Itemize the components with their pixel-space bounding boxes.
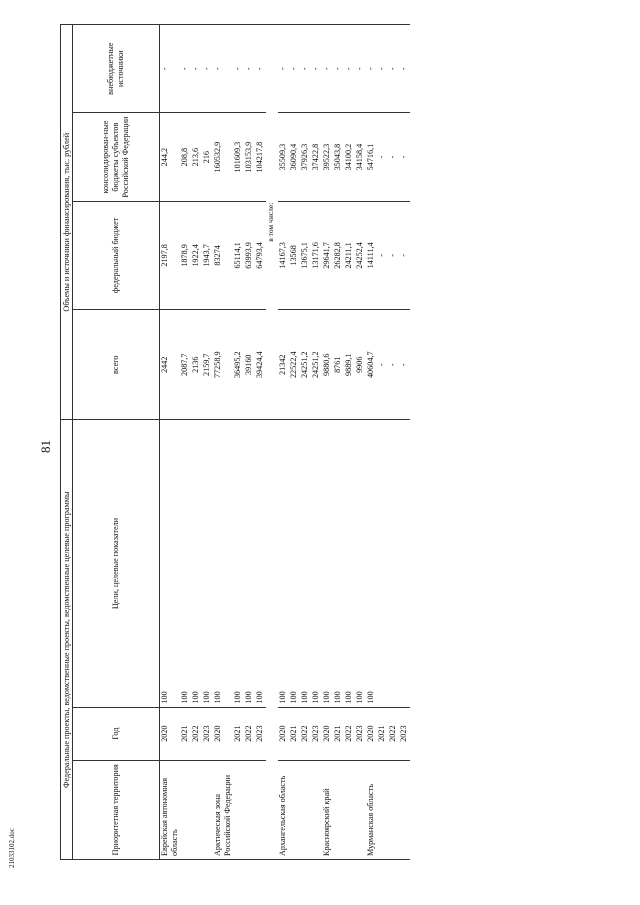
header-territory: Приоритетная территория xyxy=(73,760,160,859)
cell-goal: 100 xyxy=(278,420,289,707)
cell-territory xyxy=(255,760,266,859)
in-total-note: в том числе: xyxy=(266,202,275,242)
cell-territory xyxy=(333,760,344,859)
cell-total: - xyxy=(377,310,388,420)
cell-total: 2136 xyxy=(191,310,202,420)
cell-year: 2020 xyxy=(160,707,181,760)
cell-year: 2021 xyxy=(233,707,244,760)
cell-total: 40604,7 xyxy=(366,310,377,420)
cell-year: 2022 xyxy=(344,707,355,760)
cell-federal: 65114,1 xyxy=(233,201,244,309)
cell-total: 24251,2 xyxy=(300,310,311,420)
cell-goal: 100 xyxy=(344,420,355,707)
cell-consolidated: 104217,8 xyxy=(255,113,266,201)
cell-total: 9889,1 xyxy=(344,310,355,420)
cell-goal: 100 xyxy=(300,420,311,707)
cell-territory xyxy=(202,760,213,859)
cell-total: 36495,2 xyxy=(233,310,244,420)
cell-territory xyxy=(233,760,244,859)
table-row xyxy=(333,25,344,860)
cell-total: 2159,7 xyxy=(202,310,213,420)
cell-year: 2022 xyxy=(191,707,202,760)
cell-territory: Архангельская область xyxy=(278,760,289,859)
cell-extrabudget: - xyxy=(255,25,266,113)
cell-total: 21342 xyxy=(278,310,289,420)
cell-extrabudget: - xyxy=(160,25,181,113)
cell-consolidated: 216 xyxy=(202,113,213,201)
table-body xyxy=(160,25,411,860)
cell-goal: 100 xyxy=(191,420,202,707)
cell-goal xyxy=(399,420,410,707)
cell-consolidated: 34158,4 xyxy=(355,113,366,201)
cell-total: 22522,4 xyxy=(289,310,300,420)
cell-consolidated: - xyxy=(377,113,388,201)
table-row xyxy=(289,25,300,860)
cell-goal: 100 xyxy=(255,420,266,707)
cell-year: 2021 xyxy=(377,707,388,760)
cell-goal xyxy=(388,420,399,707)
cell-territory xyxy=(355,760,366,859)
cell-total: 9906 xyxy=(355,310,366,420)
header-group-projects: Федеральные проекты, ведомственные проекты, ведомственные целевые программы xyxy=(61,420,73,860)
cell-year: 2020 xyxy=(322,707,333,760)
cell-goal xyxy=(377,420,388,707)
cell-federal: 63993,9 xyxy=(244,201,255,309)
cell-year: 2023 xyxy=(255,707,266,760)
cell-extrabudget: - xyxy=(344,25,355,113)
cell-territory xyxy=(289,760,300,859)
cell-territory xyxy=(399,760,410,859)
cell-federal: - xyxy=(399,201,410,309)
cell-year: 2023 xyxy=(311,707,322,760)
cell-extrabudget: - xyxy=(213,25,233,113)
table-row xyxy=(399,25,410,860)
table-row xyxy=(355,25,366,860)
cell-goal: 100 xyxy=(160,420,181,707)
cell-consolidated: 36090,4 xyxy=(289,113,300,201)
cell-consolidated: 35043,8 xyxy=(333,113,344,201)
cell-federal: 14167,3 xyxy=(278,201,289,309)
cell-territory: Еврейская автономная область xyxy=(160,760,181,859)
table-row xyxy=(233,25,244,860)
cell-goal: 100 xyxy=(289,420,300,707)
cell-territory xyxy=(377,760,388,859)
cell-consolidated: 37422,8 xyxy=(311,113,322,201)
cell-federal: 64793,4 xyxy=(255,201,266,309)
cell-territory xyxy=(244,760,255,859)
footer-filename: 21033102.doc xyxy=(8,828,16,868)
table-row xyxy=(388,25,399,860)
cell-year: 2022 xyxy=(388,707,399,760)
cell-extrabudget: - xyxy=(388,25,399,113)
cell-year: 2023 xyxy=(399,707,410,760)
cell-extrabudget: - xyxy=(300,25,311,113)
cell-federal: 2197,8 xyxy=(160,201,181,309)
table-row xyxy=(255,25,266,860)
cell-extrabudget: - xyxy=(322,25,333,113)
cell-extrabudget: - xyxy=(311,25,322,113)
cell-federal: 13171,6 xyxy=(311,201,322,309)
cell-year: 2020 xyxy=(213,707,233,760)
cell-year: 2023 xyxy=(355,707,366,760)
cell-consolidated: - xyxy=(399,113,410,201)
cell-consolidated: 39522,3 xyxy=(322,113,333,201)
cell-goal: 100 xyxy=(233,420,244,707)
cell-consolidated: 35509,3 xyxy=(278,113,289,201)
cell-territory xyxy=(191,760,202,859)
cell-territory xyxy=(300,760,311,859)
table-row xyxy=(300,25,311,860)
cell-total: 39160 xyxy=(244,310,255,420)
cell-extrabudget: - xyxy=(366,25,377,113)
cell-consolidated: 101609,3 xyxy=(233,113,244,201)
table-row xyxy=(377,25,388,860)
cell-goal: 100 xyxy=(355,420,366,707)
table-row xyxy=(344,25,355,860)
cell-extrabudget: - xyxy=(244,25,255,113)
cell-goal: 100 xyxy=(366,420,377,707)
table-row xyxy=(202,25,213,860)
cell-extrabudget: - xyxy=(333,25,344,113)
cell-year: 2021 xyxy=(333,707,344,760)
cell-federal: - xyxy=(388,201,399,309)
header-year: Год xyxy=(73,707,160,760)
cell-year: 2020 xyxy=(366,707,377,760)
cell-total: 2087,7 xyxy=(180,310,191,420)
cell-goal: 100 xyxy=(311,420,322,707)
header-extrabudget: внебюджетные источники xyxy=(73,25,160,113)
table-row xyxy=(278,25,289,860)
cell-consolidated: 208,8 xyxy=(180,113,191,201)
cell-consolidated: 244,2 xyxy=(160,113,181,201)
cell-consolidated: 54716,1 xyxy=(366,113,377,201)
cell-territory xyxy=(180,760,191,859)
cell-goal: 100 xyxy=(180,420,191,707)
cell-total: 2442 xyxy=(160,310,181,420)
cell-goal: 100 xyxy=(322,420,333,707)
cell-total: - xyxy=(388,310,399,420)
cell-consolidated: 160532,9 xyxy=(213,113,233,201)
cell-territory xyxy=(311,760,322,859)
table-row xyxy=(180,25,191,860)
cell-total: - xyxy=(399,310,410,420)
cell-total: 77258,9 xyxy=(213,310,233,420)
cell-total: 24251,2 xyxy=(311,310,322,420)
cell-federal: - xyxy=(377,201,388,309)
header-total: всего xyxy=(73,310,160,420)
cell-extrabudget: - xyxy=(233,25,244,113)
cell-federal: 24211,1 xyxy=(344,201,355,309)
header-group-financing: Объемы и источники финансирования, тыс. рублей xyxy=(61,25,73,420)
cell-goal: 100 xyxy=(333,420,344,707)
cell-federal: 26282,8 xyxy=(333,201,344,309)
cell-extrabudget: - xyxy=(180,25,191,113)
table-row xyxy=(322,25,333,860)
rotated-table-area xyxy=(60,20,640,860)
cell-federal: 24252,4 xyxy=(355,201,366,309)
cell-consolidated: 34100,2 xyxy=(344,113,355,201)
cell-goal: 100 xyxy=(213,420,233,707)
header-consolidated: консолидирован-ные бюджеты субъектов Российской Федерации xyxy=(73,113,160,201)
cell-territory xyxy=(344,760,355,859)
cell-year: 2020 xyxy=(278,707,289,760)
cell-consolidated: 213,6 xyxy=(191,113,202,201)
in-total-note-row xyxy=(266,25,278,860)
cell-extrabudget: - xyxy=(202,25,213,113)
table-row xyxy=(311,25,322,860)
header-federal: федеральный бюджет xyxy=(73,201,160,309)
cell-federal: 1922,4 xyxy=(191,201,202,309)
cell-territory: Мурманская область xyxy=(366,760,377,859)
cell-federal: 14111,4 xyxy=(366,201,377,309)
cell-federal: 1943,7 xyxy=(202,201,213,309)
cell-year: 2021 xyxy=(289,707,300,760)
cell-goal: 100 xyxy=(202,420,213,707)
table-row xyxy=(244,25,255,860)
cell-federal: 83274 xyxy=(213,201,233,309)
cell-federal: 29641,7 xyxy=(322,201,333,309)
cell-territory: Красноярский край xyxy=(322,760,333,859)
cell-extrabudget: - xyxy=(289,25,300,113)
cell-extrabudget: - xyxy=(377,25,388,113)
cell-extrabudget: - xyxy=(399,25,410,113)
cell-consolidated: 103153,9 xyxy=(244,113,255,201)
cell-total: 8761 xyxy=(333,310,344,420)
table-row xyxy=(160,25,181,860)
cell-extrabudget: - xyxy=(278,25,289,113)
financing-table xyxy=(60,24,410,860)
table-row xyxy=(213,25,233,860)
cell-year: 2021 xyxy=(180,707,191,760)
header-goals: Цели, целевые показатели xyxy=(73,420,160,707)
cell-consolidated: - xyxy=(388,113,399,201)
cell-territory: Арктическая зона Российской Федерации xyxy=(213,760,233,859)
cell-extrabudget: - xyxy=(191,25,202,113)
cell-federal: 1878,9 xyxy=(180,201,191,309)
table-row xyxy=(366,25,377,860)
cell-year: 2023 xyxy=(202,707,213,760)
page-number: 81 xyxy=(38,440,53,453)
table-row xyxy=(191,25,202,860)
cell-federal: 13568 xyxy=(289,201,300,309)
cell-year: 2022 xyxy=(300,707,311,760)
cell-year: 2022 xyxy=(244,707,255,760)
cell-federal: 13675,1 xyxy=(300,201,311,309)
cell-total: 9880,6 xyxy=(322,310,333,420)
cell-extrabudget: - xyxy=(355,25,366,113)
cell-consolidated: 37926,3 xyxy=(300,113,311,201)
cell-goal: 100 xyxy=(244,420,255,707)
cell-territory xyxy=(388,760,399,859)
cell-total: 39424,4 xyxy=(255,310,266,420)
